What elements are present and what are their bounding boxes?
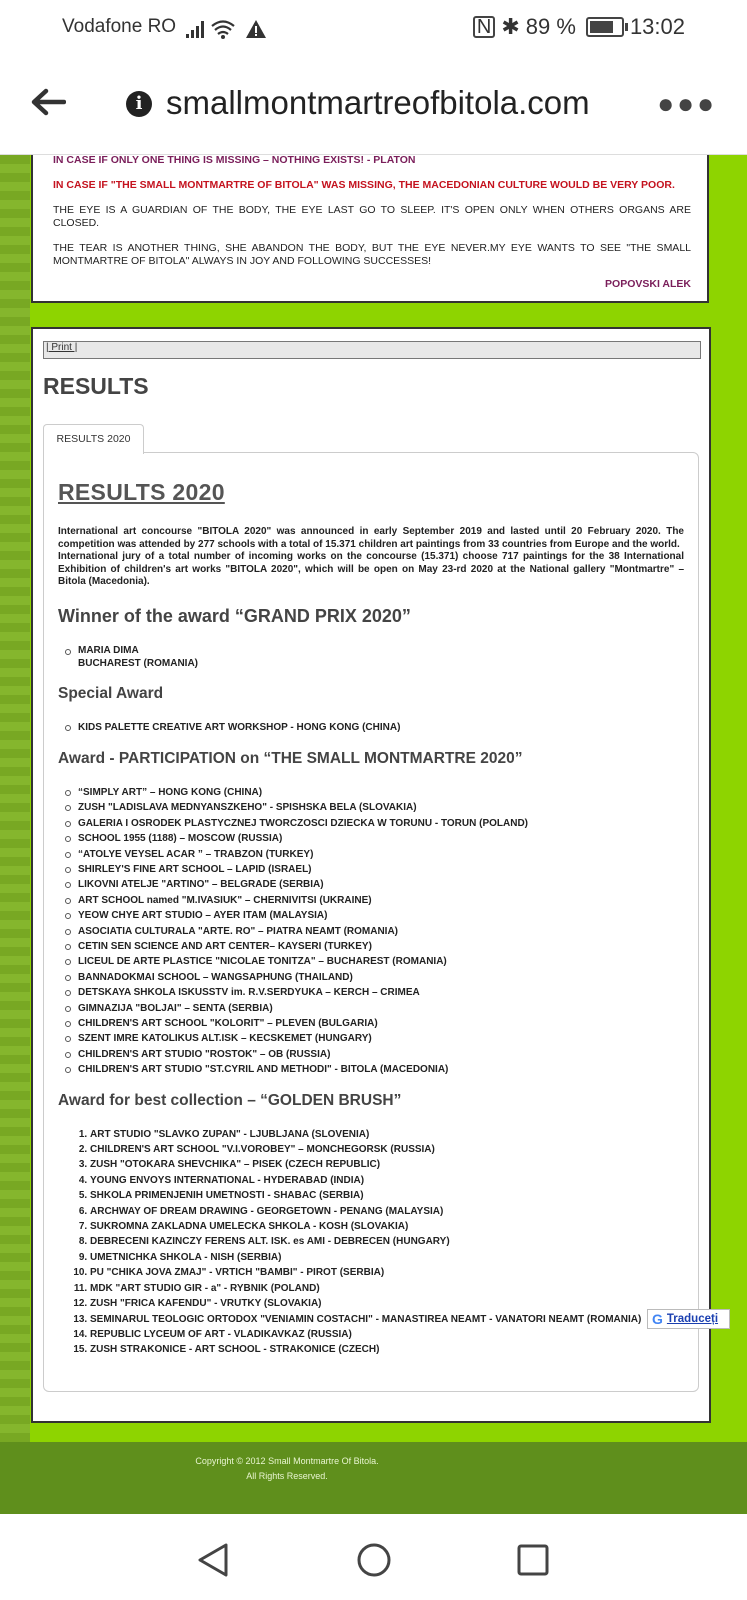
list-item: CHILDREN'S ART STUDIO "ROSTOK" – OB (RUSSIA): [78, 1047, 684, 1062]
special-award-heading: Special Award: [58, 684, 164, 702]
list-item: GALERIA I OSRODEK PLASTYCZNEJ TWORCZOSCI DZIECKA W TORUNU - TORUN (POLAND): [78, 816, 684, 831]
grand-prix-name: MARIA DIMA: [78, 644, 139, 656]
side-decoration: [0, 155, 30, 1515]
carrier-name: Vodafone RO: [62, 16, 177, 37]
quote-line-tear: THE TEAR IS ANOTHER THING, SHE ABANDON THE BODY, BUT THE EYE NEVER.MY EYE WANTS TO SEE "THE SMALL MONTMARTRE OF BITOLA" ALWAYS IN JOY AND FOLLOWING SUCCESSES!: [53, 242, 691, 267]
browser-toolbar: [0, 58, 747, 155]
site-footer: [0, 1442, 747, 1515]
list-item: ASOCIATIA CULTURALA "ARTE. RO" – PIATRA NEAMT (ROMANIA): [78, 924, 684, 939]
nav-back-icon[interactable]: [196, 1542, 230, 1583]
participation-heading: Award - PARTICIPATION on “THE SMALL MONTMARTRE 2020”: [58, 749, 523, 767]
golden-brush-heading: Award for best collection – “GOLDEN BRUSH”: [58, 1091, 402, 1109]
list-item: GIMNAZIJA "BOLJAI" – SENTA (SERBIA): [78, 1001, 684, 1016]
intro-paragraph-1: International art concourse "BITOLA 2020" was announced in early September 2019 and lasted until 20 February 2020. The competition was attended by 277 schools with a total of 15.371 children art paintings from 33 countries from Europe and the world.: [58, 526, 684, 550]
web-page: [0, 155, 747, 1515]
intro-paragraph-2: International jury of a total number of incoming works on the concourse (15.371) choose 717 paintings for the 38 International Exhibition of children's art works "BITOLA 2020", which will be open on May 23-rd 2020 at the National gallery "Montmartre" – Bitola (Macedonia).: [58, 551, 684, 587]
list-item: 2. CHILDREN'S ART SCHOOL "V.I.VOROBEY" – MONCHEGORSK (RUSSIA): [90, 1142, 684, 1157]
grand-prix-city: BUCHAREST (ROMANIA): [78, 658, 198, 669]
nav-recents-icon[interactable]: [516, 1542, 550, 1583]
nav-home-icon[interactable]: [356, 1542, 392, 1583]
translate-label: Traduceți: [666, 1313, 719, 1325]
list-item: “SIMPLY ART” – HONG KONG (CHINA): [78, 785, 684, 800]
participation-list: [58, 785, 684, 1078]
list-item: SCHOOL 1955 (1188) – MOSCOW (RUSSIA): [78, 831, 684, 846]
print-link[interactable]: | Print |: [46, 342, 78, 353]
list-item: 1. ART STUDIO "SLAVKO ZUPAN" - LJUBLJANA (SLOVENIA): [90, 1127, 684, 1142]
list-item: LICEUL DE ARTE PLASTICE "NICOLAE TONITZA" – BUCHAREST (ROMANIA): [78, 954, 684, 969]
list-item: 13. SEMINARUL TEOLOGIC ORTODOX "VENIAMIN COSTACHI" - MANASTIREA NEAMT - VANATORI NEAMT (ROMANIA): [90, 1312, 684, 1327]
list-item: 11. MDK "ART STUDIO GIR - a" - RYBNIK (POLAND): [90, 1281, 684, 1296]
golden-brush-list: [58, 1127, 684, 1358]
copyright-line: Copyright © 2012 Small Montmartre Of Bitola.: [195, 1456, 379, 1466]
list-item: 14. REPUBLIC LYCEUM OF ART - VLADIKAVKAZ (RUSSIA): [90, 1327, 684, 1342]
list-item: 6. ARCHWAY OF DREAM DRAWING - GEORGETOWN - PENANG (MALAYSIA): [90, 1204, 684, 1219]
list-item: YEOW CHYE ART STUDIO – AYER ITAM (MALAYSIA): [78, 908, 684, 923]
list-item: 7. SUKROMNA ZAKLADNA UMELECKA SHKOLA - KOSH (SLOVAKIA): [90, 1219, 684, 1234]
status-right: [473, 14, 685, 40]
list-item: 4. YOUNG ENVOYS INTERNATIONAL - HYDERABAD (INDIA): [90, 1173, 684, 1188]
list-item: 9. UMETNICHKA SHKOLA - NISH (SERBIA): [90, 1250, 684, 1265]
grand-prix-heading: Winner of the award “GRAND PRIX 2020”: [58, 605, 411, 626]
list-item: KIDS PALETTE CREATIVE ART WORKSHOP - HONG KONG (CHINA): [78, 720, 684, 735]
url-text[interactable]: smallmontmartreofbitola.com: [166, 84, 590, 121]
page-title: RESULTS: [43, 373, 149, 399]
special-award-list: [58, 720, 684, 735]
site-info-icon[interactable]: i: [126, 91, 152, 117]
list-item: “ATOLYE VEYSEL ACAR ” – TRABZON (TURKEY): [78, 847, 684, 862]
quote-box: [31, 155, 709, 303]
list-item: [78, 644, 684, 671]
list-item: ZUSH "LADISLAVA MEDNYANSZKEHO" - SPISHSKA BELA (SLOVAKIA): [78, 800, 684, 815]
back-arrow-icon[interactable]: [30, 86, 66, 124]
list-item: 12. ZUSH "FRICA KAFENDU" - VRUTKY (SLOVAKIA): [90, 1296, 684, 1311]
signal-wifi-icons: [186, 18, 266, 45]
google-g-icon: G: [652, 1311, 663, 1327]
quote-signature: POPOVSKI ALEK: [605, 278, 691, 290]
intro-text: [58, 526, 684, 589]
clock: 13:02: [629, 14, 685, 39]
more-menu-icon[interactable]: ●●●: [657, 88, 717, 119]
status-bar: [0, 0, 747, 58]
list-item: 5. SHKOLA PRIMENJENIH UMETNOSTI - SHABAC (SERBIA): [90, 1188, 684, 1203]
list-item: BANNADOKMAI SCHOOL – WANGSAPHUNG (THAILAND): [78, 970, 684, 985]
print-bar: [43, 341, 701, 359]
list-item: SZENT IMRE KATOLIKUS ALT.ISK – KECSKEMET (HUNGARY): [78, 1031, 684, 1046]
results-container: [31, 327, 711, 1423]
system-nav-bar: [0, 1514, 747, 1600]
tab-results-2020[interactable]: RESULTS 2020: [43, 424, 144, 454]
bluetooth-icon: ✱: [501, 14, 520, 39]
list-item: CHILDREN'S ART STUDIO "ST.CYRIL AND METHODI" - BITOLA (MACEDONIA): [78, 1062, 684, 1077]
list-item: 15. ZUSH STRAKONICE - ART SCHOOL - STRAKONICE (CZECH): [90, 1342, 684, 1357]
tab-panel: [43, 452, 699, 1392]
battery-percent: 89 %: [525, 14, 576, 39]
copyright: [0, 1454, 574, 1484]
quote-line-platon: IN CASE IF ONLY ONE THING IS MISSING – NOTHING EXISTS! - PLATON: [53, 155, 416, 166]
nfc-icon: N: [473, 16, 495, 38]
list-item: ART SCHOOL named "M.IVASIUK" – CHERNIVITSI (UKRAINE): [78, 893, 684, 908]
list-item: 10. PU "CHIKA JOVA ZMAJ" - VRTICH "BAMBI" - PIROT (SERBIA): [90, 1265, 684, 1280]
battery-icon: [586, 17, 624, 37]
quote-line-missing: IN CASE IF "THE SMALL MONTMARTRE OF BITOLA" WAS MISSING, THE MACEDONIAN CULTURE WOULD BE VERY POOR.: [53, 179, 675, 191]
list-item: SHIRLEY'S FINE ART SCHOOL – LAPID (ISRAEL): [78, 862, 684, 877]
translate-button[interactable]: [647, 1309, 730, 1329]
list-item: DETSKAYA SHKOLA ISKUSSTV im. R.V.SERDYUKA – KERCH – CRIMEA: [78, 985, 684, 1000]
panel-title: RESULTS 2020: [58, 479, 225, 505]
list-item: CETIN SEN SCIENCE AND ART CENTER– KAYSERI (TURKEY): [78, 939, 684, 954]
list-item: 8. DEBRECENI KAZINCZY FERENS ALT. ISK. es AMI - DEBRECEN (HUNGARY): [90, 1234, 684, 1249]
list-item: CHILDREN'S ART SCHOOL "KOLORIT" – PLEVEN (BULGARIA): [78, 1016, 684, 1031]
grand-prix-list: [58, 644, 684, 671]
rights-line: All Rights Reserved.: [246, 1471, 328, 1481]
list-item: 3. ZUSH "OTOKARA SHEVCHIKA" – PISEK (CZECH REPUBLIC): [90, 1157, 684, 1172]
list-item: LIKOVNI ATELJE "ARTINO" – BELGRADE (SERBIA): [78, 877, 684, 892]
quote-line-eye: THE EYE IS A GUARDIAN OF THE BODY, THE EYE LAST GO TO SLEEP. IT'S OPEN ONLY WHEN OTHERS ORGANS ARE CLOSED.: [53, 204, 691, 229]
